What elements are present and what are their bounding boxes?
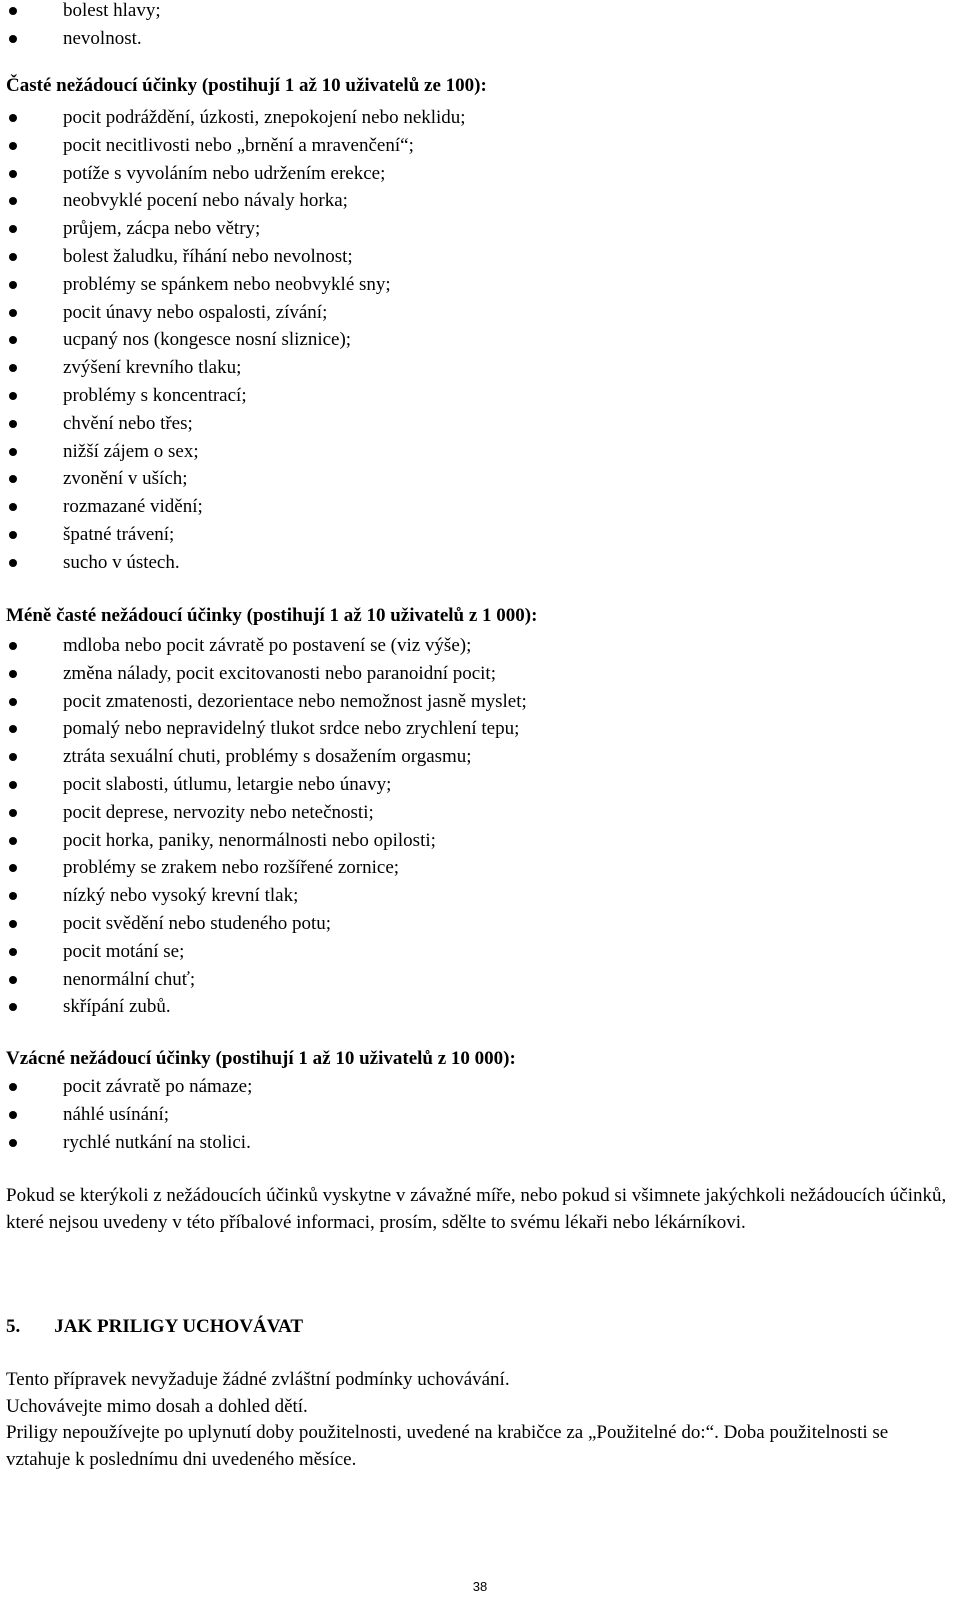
list-item-text: náhlé usínání; [63,1103,170,1125]
bullet-icon [9,354,19,382]
bullet-icon [9,938,19,966]
bullet-icon [9,799,19,827]
list-item [0,660,960,688]
bullet-icon [9,966,19,994]
list-item-text: problémy se zrakem nebo rozšířené zornice; [63,857,400,879]
section-number: 5. [6,1316,21,1337]
bullet-icon [9,854,19,882]
list-item [0,993,960,1021]
bullet-icon [9,382,19,410]
bullet-icon [9,715,19,743]
list-item-text: pocit slabosti, útlumu, letargie nebo únavy; [63,773,392,795]
report-paragraph [6,1183,954,1236]
bullet-icon [9,827,19,855]
bullet-icon [9,243,19,271]
bullet-icon [9,438,19,466]
list-item [0,326,960,354]
list-item-text: nenormální chuť; [63,968,196,990]
list-item-text: nevolnost. [63,27,142,49]
bullet-icon [9,299,19,327]
list-item [0,1129,960,1157]
list-item-text: chvění nebo třes; [63,412,193,434]
bullet-icon [9,1073,19,1101]
storage-line-1: Tento přípravek nevyžaduje žádné zvláštní podmínky uchovávání. [6,1369,510,1390]
list-item-text: neobvyklé pocení nebo návaly horka; [63,190,348,212]
list-item [0,132,960,160]
bullet-icon [9,215,19,243]
heading-frequent: Časté nežádoucí účinky (postihují 1 až 10 uživatelů ze 100): [6,75,487,96]
bullet-icon [9,549,19,577]
rare-list [0,1073,960,1156]
list-item-text: ztráta sexuální chuti, problémy s dosažením orgasmu; [63,746,472,768]
list-item-text: mdloba nebo pocit závratě po postavení se (viz výše); [63,635,472,656]
list-item-text: pocit svědění nebo studeného potu; [63,912,332,934]
bullet-icon [9,0,19,25]
bullet-icon [9,271,19,299]
list-item [0,243,960,271]
bullet-icon [9,410,19,438]
report-text: Pokud se kterýkoli z nežádoucích účinků vyskytne v závažné míře, nebo pokud si všimnete jakýchkoli nežádoucích účinků, které nejsou uvedeny v této příbalové informaci, prosím, sdělte to svému lékaři nebo lékárníkovi. [6,1185,947,1233]
list-item [0,771,960,799]
heading-uncommon: Méně časté nežádoucí účinky (postihují 1 až 10 uživatelů z 1 000): [6,605,538,626]
list-item [0,465,960,493]
bullet-icon [9,688,19,716]
uncommon-list [0,632,960,1021]
list-item [0,299,960,327]
list-item [0,938,960,966]
list-item [0,104,960,132]
list-item-text: bolest žaludku, říhání nebo nevolnost; [63,245,353,267]
bullet-icon [9,993,19,1021]
bullet-icon [9,910,19,938]
section-5-heading [6,1316,303,1338]
storage-line-3: Priligy nepoužívejte po uplynutí doby použitelnosti, uvedené na krabičce za „Použitelné do:“. Doba použitelnosti se vztahuje k poslednímu dni uvedeného měsíce. [6,1422,889,1470]
list-item-text: pomalý nebo nepravidelný tlukot srdce nebo zrychlení tepu; [63,718,520,740]
bullet-icon [9,187,19,215]
list-item [0,271,960,299]
list-item-text: pocit zmatenosti, dezorientace nebo nemožnost jasně myslet; [63,690,527,712]
bullet-icon [9,160,19,188]
bullet-icon [9,104,19,132]
bullet-icon [9,632,19,660]
bullet-icon [9,1101,19,1129]
list-item-text: sucho v ústech. [63,551,180,573]
list-item-text: pocit podráždění, úzkosti, znepokojení nebo neklidu; [63,107,466,128]
list-item-text: průjem, zácpa nebo větry; [63,218,261,240]
list-item [0,632,960,660]
list-item [0,25,960,53]
list-item-text: skřípání zubů. [63,996,171,1018]
list-item [0,910,960,938]
list-item-text: pocit závratě po námaze; [63,1076,253,1097]
list-item-text: rozmazané vidění; [63,496,203,518]
frequent-list [0,104,960,577]
list-item [0,1101,960,1129]
page-number: 38 [472,1579,488,1594]
bullet-icon [9,493,19,521]
list-item-text: rychlé nutkání na stolici. [63,1131,251,1153]
list-item [0,966,960,994]
list-item [0,882,960,910]
list-item-text: bolest hlavy; [63,0,161,21]
top-list [0,0,960,53]
bullet-icon [9,326,19,354]
list-item-text: změna nálady, pocit excitovanosti nebo paranoidní pocit; [63,662,496,684]
list-item [0,160,960,188]
list-item [0,715,960,743]
list-item [0,521,960,549]
list-item-text: pocit motání se; [63,940,185,962]
list-item-text: potíže s vyvoláním nebo udržením erekce; [63,162,386,184]
list-item [0,827,960,855]
list-item [0,382,960,410]
list-item [0,0,960,25]
list-item-text: pocit únavy nebo ospalosti, zívání; [63,301,328,323]
list-item [0,688,960,716]
list-item-text: pocit horka, paniky, nenormálnosti nebo opilosti; [63,829,436,851]
bullet-icon [9,25,19,53]
list-item-text: nižší zájem o sex; [63,440,199,462]
list-item-text: problémy s koncentrací; [63,384,247,406]
list-item [0,549,960,577]
storage-paragraph [6,1367,954,1473]
list-item-text: pocit necitlivosti nebo „brnění a mravenčení“; [63,134,414,156]
bullet-icon [9,660,19,688]
section-title: JAK PRILIGY UCHOVÁVAT [54,1316,304,1337]
list-item-text: zvýšení krevního tlaku; [63,357,242,379]
list-item [0,215,960,243]
bullet-icon [9,132,19,160]
storage-line-2: Uchovávejte mimo dosah a dohled dětí. [6,1395,308,1417]
list-item [0,187,960,215]
list-item-text: problémy se spánkem nebo neobvyklé sny; [63,273,391,295]
list-item [0,854,960,882]
list-item-text: špatné trávení; [63,523,175,545]
list-item [0,743,960,771]
list-item-text: zvonění v uších; [63,468,188,490]
list-item [0,410,960,438]
bullet-icon [9,882,19,910]
list-item [0,354,960,382]
list-item [0,493,960,521]
list-item-text: ucpaný nos (kongesce nosní sliznice); [63,329,352,351]
bullet-icon [9,743,19,771]
list-item [0,1073,960,1101]
bullet-icon [9,1129,19,1157]
list-item [0,438,960,466]
bullet-icon [9,521,19,549]
heading-rare: Vzácné nežádoucí účinky (postihují 1 až 10 uživatelů z 10 000): [6,1048,516,1069]
bullet-icon [9,771,19,799]
list-item-text: pocit deprese, nervozity nebo netečnosti; [63,801,374,823]
list-item [0,799,960,827]
bullet-icon [9,465,19,493]
list-item-text: nízký nebo vysoký krevní tlak; [63,885,299,907]
